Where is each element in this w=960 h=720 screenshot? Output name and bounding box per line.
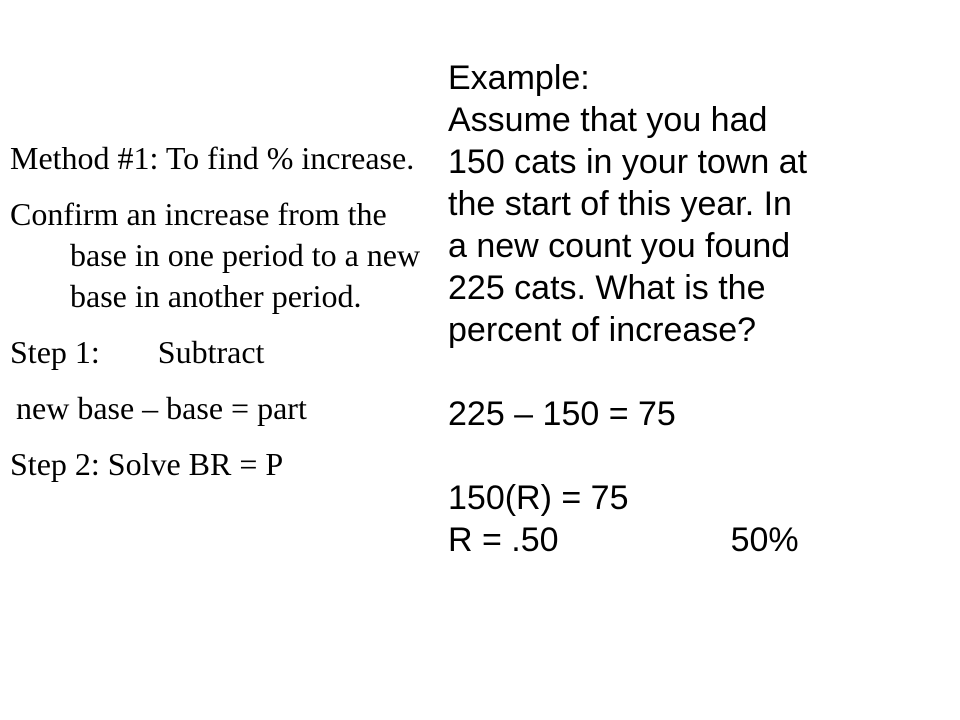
example-line: 150 cats in your town at xyxy=(448,143,808,181)
equation-calculation: 150(R) = 75 xyxy=(448,479,629,517)
example-line: a new count you found xyxy=(448,227,791,265)
result-row xyxy=(448,519,948,561)
step-2: Step 2: Solve BR = P xyxy=(10,446,284,482)
example-panel xyxy=(448,57,948,561)
part-formula: new base – base = part xyxy=(16,390,307,426)
example-line: Assume that you had xyxy=(448,101,768,139)
example-line: percent of increase? xyxy=(448,311,757,349)
example-line: the start of this year. In xyxy=(448,185,792,223)
spacer xyxy=(448,435,948,477)
method-heading: Method #1: To find % increase. xyxy=(10,140,415,176)
example-label: Example: xyxy=(448,59,590,97)
method-explanation xyxy=(10,138,430,500)
step-1 xyxy=(10,332,430,373)
r-value: R = .50 xyxy=(448,521,559,559)
subtraction-calculation: 225 – 150 = 75 xyxy=(448,395,676,433)
confirm-instruction: Confirm an increase from the base in one period to a new base in another period. xyxy=(10,196,421,314)
step-1-action: Subtract xyxy=(157,334,265,370)
percent-result: 50% xyxy=(730,521,799,559)
spacer xyxy=(448,351,948,393)
example-line: 225 cats. What is the xyxy=(448,269,766,307)
step-1-label: Step 1: xyxy=(10,334,100,370)
